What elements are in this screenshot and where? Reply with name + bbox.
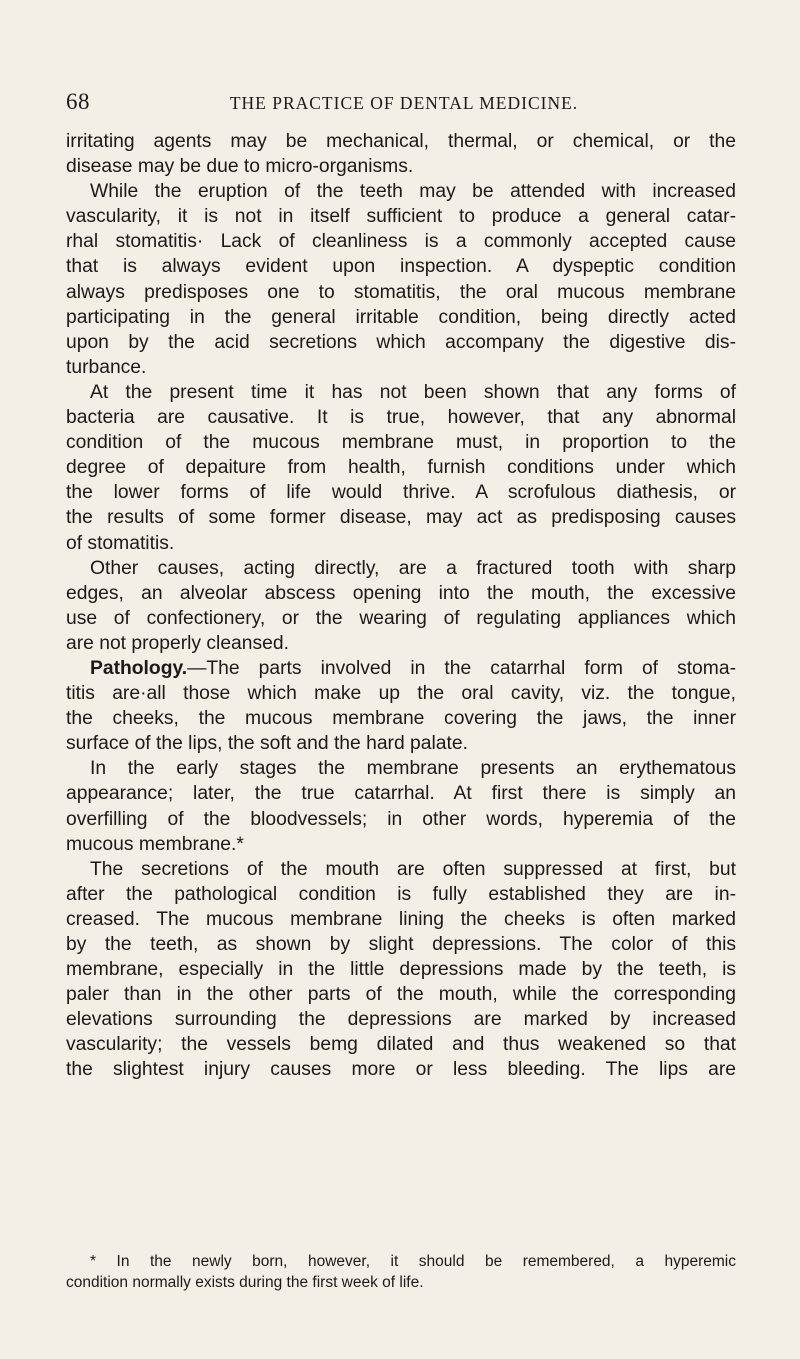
text-line: Other causes, acting directly, are a fractured tooth with sharp <box>90 557 736 579</box>
text-line: appearance; later, the true catarrhal. At first there is simply an <box>66 783 736 805</box>
text-line: condition of the mucous membrane must, in proportion to the <box>66 432 736 454</box>
text-line: paler than in the other parts of the mouth, while the corresponding <box>66 984 736 1006</box>
text-line: titis are·all those which make up the oral cavity, viz. the tongue, <box>66 683 736 705</box>
footnote-line: condition normally exists during the first week of life. <box>66 1274 424 1291</box>
text-line: While the eruption of the teeth may be attended with increased <box>90 181 736 203</box>
text-line: The secretions of the mouth are often suppressed at first, but <box>90 858 736 880</box>
footnote-line: * In the newly born, however, it should be remembered, a hyperemic <box>90 1253 736 1270</box>
text-line: creased. The mucous membrane lining the cheeks is often marked <box>66 908 736 930</box>
page-number: 68 <box>66 89 90 114</box>
body-text <box>66 129 736 1083</box>
text-line: vascularity, it is not in itself sufficient to produce a general catar- <box>66 206 736 228</box>
footnote <box>66 1251 736 1293</box>
text-line: edges, an alveolar abscess opening into the mouth, the excessive <box>66 582 736 604</box>
text-line: the cheeks, the mucous membrane covering the jaws, the inner <box>66 708 736 730</box>
text-line: degree of depaiture from health, furnish conditions under which <box>66 457 736 479</box>
text-line: mucous membrane.* <box>66 833 244 855</box>
text-line: At the present time it has not been shown that any forms of <box>90 381 736 403</box>
text-line: bacteria are causative. It is true, however, that any abnormal <box>66 407 736 429</box>
text-line: In the early stages the membrane presents an erythematous <box>90 758 736 780</box>
text-line: the results of some former disease, may act as predisposing causes <box>66 507 736 529</box>
text-line: turbance. <box>66 356 147 378</box>
section-run-head: Pathology. <box>90 657 188 679</box>
text-line: vascularity; the vessels bemg dilated and thus weakened so that <box>66 1034 736 1056</box>
running-title: THE PRACTICE OF DENTAL MEDICINE. <box>229 93 579 113</box>
text-line: upon by the acid secretions which accompany the digestive dis- <box>66 331 736 353</box>
text-line: overfilling of the bloodvessels; in other words, hyperemia of the <box>66 808 736 830</box>
text-line: that is always evident upon inspection. A dyspeptic condition <box>66 256 736 278</box>
text-line: after the pathological condition is fully established they are in- <box>66 883 736 905</box>
text-line: elevations surrounding the depressions are marked by increased <box>66 1009 736 1031</box>
text-line: participating in the general irritable condition, being directly acted <box>66 306 736 328</box>
run-head-continuation: —The parts involved in the catarrhal form of stoma- <box>187 657 736 679</box>
text-line: are not properly cleansed. <box>66 632 289 654</box>
page-header <box>66 88 742 116</box>
text-line: disease may be due to micro-organisms. <box>66 156 414 178</box>
text-line: use of confectionery, or the wearing of regulating appliances which <box>66 607 736 629</box>
text-line: the lower forms of life would thrive. A scrofulous diathesis, or <box>66 482 736 504</box>
text-line: always predisposes one to stomatitis, the oral mucous membrane <box>66 281 736 303</box>
text-line: membrane, especially in the little depressions made by the teeth, is <box>66 959 736 981</box>
text-line: irritating agents may be mechanical, thermal, or chemical, or the <box>66 131 736 152</box>
text-line-run-head <box>66 656 736 681</box>
text-line: surface of the lips, the soft and the hard palate. <box>66 733 468 755</box>
text-line: by the teeth, as shown by slight depressions. The color of this <box>66 934 736 955</box>
text-line: the slightest injury causes more or less bleeding. The lips are <box>66 1059 736 1081</box>
text-line: rhal stomatitis· Lack of cleanliness is a commonly accepted cause <box>66 231 736 253</box>
text-line: of stomatitis. <box>66 532 175 554</box>
